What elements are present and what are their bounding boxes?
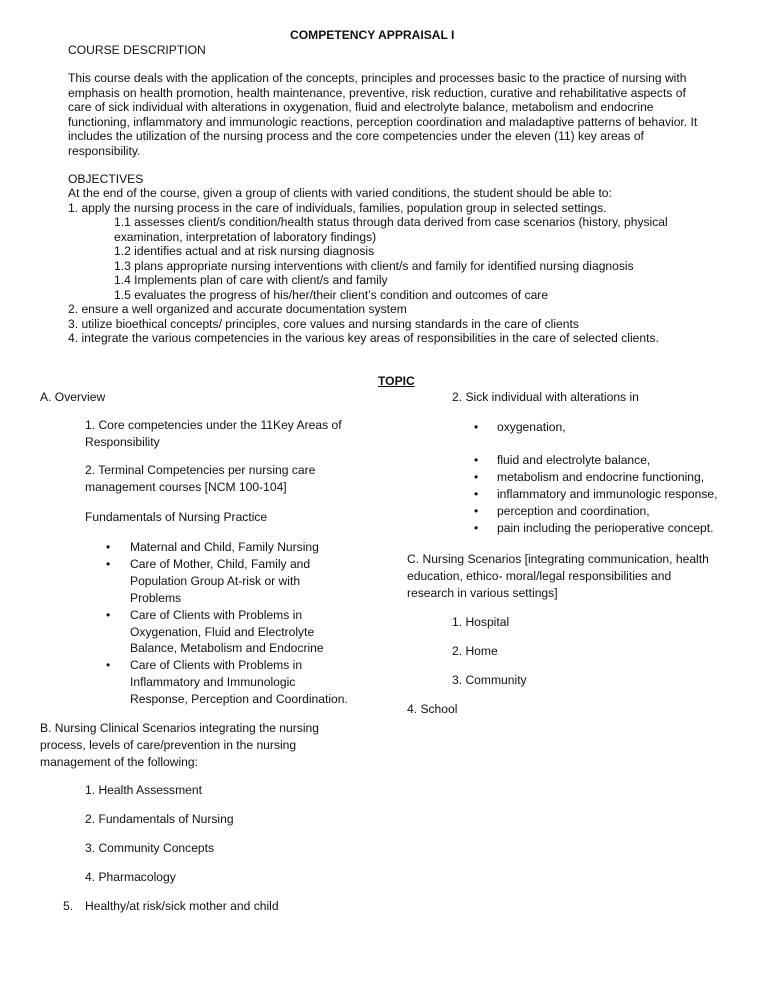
objective-sub-1-1: 1.1 assesses client/s condition/health status through data derived from case scenarios (history, physical bbox=[114, 215, 668, 229]
fundamentals-bullet-list bbox=[106, 539, 348, 708]
section-b-line: process, levels of care/prevention in the nursing bbox=[40, 738, 297, 752]
description-line: functioning, inflammatory and immunologic reactions, perception coordination and maladaptive patterns of behavior. It bbox=[68, 114, 698, 129]
section-b-line: B. Nursing Clinical Scenarios integrating the nursing bbox=[40, 721, 319, 735]
section-b-item-number: 5. bbox=[63, 899, 74, 913]
list-item: • inflammatory and immunologic response, bbox=[474, 486, 717, 503]
section-c-line: C. Nursing Scenarios [integrating communication, health bbox=[407, 552, 709, 566]
section-c-line: education, ethico- moral/legal responsibilities and bbox=[407, 569, 672, 583]
section-c-item: 4. School bbox=[407, 702, 458, 716]
terminal-competencies-line: 2. Terminal Competencies per nursing care bbox=[85, 463, 316, 477]
course-description-heading: COURSE DESCRIPTION bbox=[68, 43, 206, 57]
fundamentals-heading: Fundamentals of Nursing Practice bbox=[85, 510, 268, 524]
topic-overview-heading: A. Overview bbox=[40, 390, 106, 404]
objective-sub-1-5: 1.5 evaluates the progress of his/her/their client’s condition and outcomes of care bbox=[114, 288, 549, 302]
description-line: includes the utilization of the nursing process and the core competencies under the eleven (11) key areas of bbox=[68, 129, 644, 144]
list-item: • Care of Clients with Problems in Inflammatory and Immunologic Response, Perception and Coordination. bbox=[106, 657, 348, 708]
objective-item-4: 4. integrate the various competencies in the various key areas of responsibilities in the care of selected clients. bbox=[68, 331, 659, 345]
objectives-heading: OBJECTIVES bbox=[68, 172, 144, 186]
list-item: • Care of Mother, Child, Family and Population Group At-risk or with Problems bbox=[106, 556, 348, 607]
list-item: • Care of Clients with Problems in Oxygenation, Fluid and Electrolyte Balance, Metabolism and Endocrine bbox=[106, 607, 348, 658]
topic-heading: TOPIC bbox=[378, 374, 415, 388]
objective-item-1: 1. apply the nursing process in the care of individuals, families, population group in selected settings. bbox=[68, 201, 607, 215]
section-b-item: 4. Pharmacology bbox=[85, 870, 176, 884]
objective-sub-1-1-cont: examination, interpretation of laboratory findings) bbox=[114, 230, 377, 244]
section-c-item: 2. Home bbox=[452, 644, 498, 658]
list-item: • oxygenation, bbox=[474, 419, 566, 436]
objective-item-2: 2. ensure a well organized and accurate documentation system bbox=[68, 302, 407, 316]
section-b-item: Healthy/at risk/sick mother and child bbox=[85, 899, 279, 913]
section-c-item: 1. Hospital bbox=[452, 615, 510, 629]
description-line: care of sick individual with alterations in oxygenation, fluid and electrolyte balance, metabolism and endocrine bbox=[68, 100, 654, 115]
objective-sub-1-2: 1.2 identifies actual and at risk nursing diagnosis bbox=[114, 244, 375, 258]
section-b-item: 1. Health Assessment bbox=[85, 783, 202, 797]
objective-item-3: 3. utilize bioethical concepts/ principles, core values and nursing standards in the care of clients bbox=[68, 317, 579, 331]
alterations-bullet-list bbox=[474, 452, 717, 537]
list-item: • fluid and electrolyte balance, bbox=[474, 452, 717, 469]
list-item: • pain including the perioperative concept. bbox=[474, 520, 717, 537]
section-c-item: 3. Community bbox=[452, 673, 527, 687]
objective-sub-1-3: 1.3 plans appropriate nursing interventions with client/s and family for identified nursing diagnosis bbox=[114, 259, 634, 273]
list-item: • metabolism and endocrine functioning, bbox=[474, 469, 717, 486]
section-c-line: research in various settings] bbox=[407, 586, 558, 600]
core-competencies-line: Responsibility bbox=[85, 435, 160, 449]
alterations-first-list bbox=[474, 419, 566, 436]
section-b-line: management of the following: bbox=[40, 755, 198, 769]
course-description-paragraph bbox=[68, 71, 728, 159]
objectives-intro: At the end of the course, given a group of clients with varied conditions, the student should be able to: bbox=[68, 186, 612, 200]
list-item: • perception and coordination, bbox=[474, 503, 717, 520]
list-item: • Maternal and Child, Family Nursing bbox=[106, 539, 348, 556]
core-competencies-line: 1. Core competencies under the 11Key Areas of bbox=[85, 418, 342, 432]
description-line: emphasis on health promotion, health maintenance, preventive, risk reduction, curative and rehabilitative aspects of bbox=[68, 85, 686, 100]
objective-sub-1-4: 1.4 Implements plan of care with client/s and family bbox=[114, 273, 388, 287]
description-line: This course deals with the application of the concepts, principles and processes basic to the practice of nursing with bbox=[68, 71, 687, 85]
section-b-item: 2. Fundamentals of Nursing bbox=[85, 812, 234, 826]
terminal-competencies-line: management courses [NCM 100-104] bbox=[85, 480, 287, 494]
sick-individual-heading: 2. Sick individual with alterations in bbox=[452, 390, 639, 404]
description-line: responsibility. bbox=[68, 143, 141, 158]
document-title: COMPETENCY APPRAISAL I bbox=[290, 28, 455, 42]
section-b-item: 3. Community Concepts bbox=[85, 841, 215, 855]
